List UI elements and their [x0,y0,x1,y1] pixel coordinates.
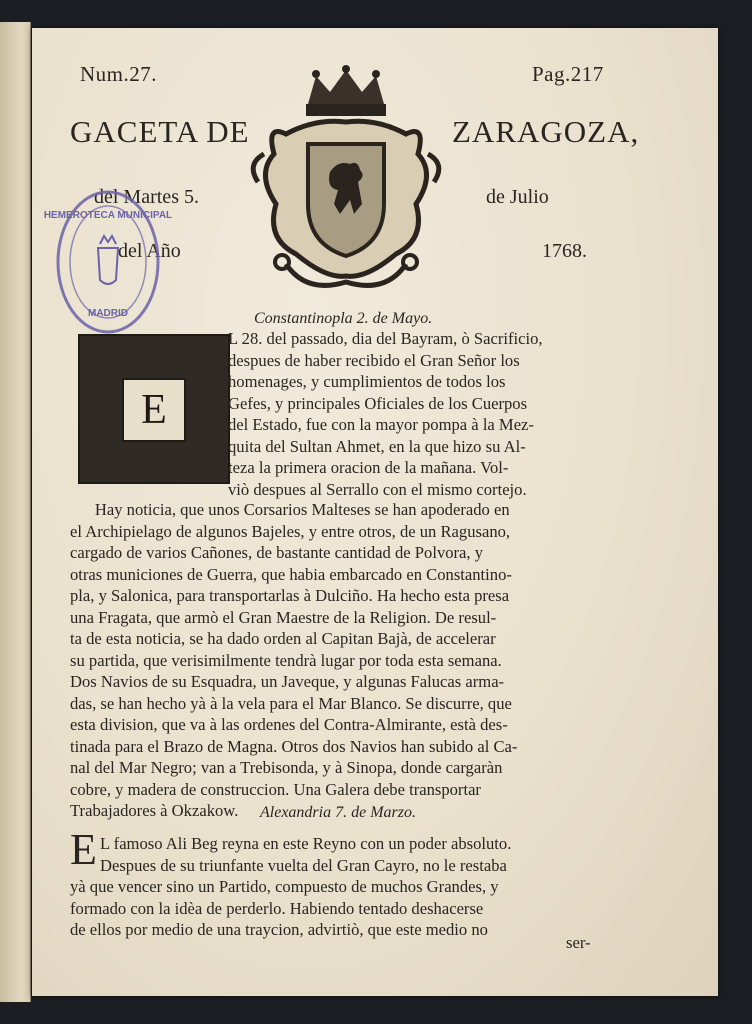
coat-of-arms-icon [246,64,446,294]
stamp-bottom-text: MADRID [88,308,128,319]
text-line: su partida, que verisimilmente tendrà lugar por toda esta semana. [70,650,502,670]
text-line: L 28. del passado, dia del Bayram, ò Sacrificio, [228,329,543,348]
text-line: cargado de varios Cañones, de bastante cantidad de Polvora, y [70,543,484,562]
previous-page-edge [0,22,31,1002]
year-value: 1768. [542,240,587,262]
text-line: yà que vencer sino un Partido, compuesto de muchos Grandes, y [70,877,499,896]
text-line: Dos Navios de su Esquadra, un Javeque, y algunas Falucas arma- [70,672,505,691]
text-line: otras municiones de Guerra, que habia embarcado en Constantino- [70,564,512,584]
text-line: de ellos por medio de una traycion, advirtiò, que este medio no [70,920,488,939]
text-line: Despues de su triunfante vuelta del Gran Cayro, no le restaba [100,855,507,875]
text-line: tinada para el Brazo de Magna. Otros dos Navios han subido al Ca- [70,736,518,756]
catchword: ser- [566,933,591,952]
text-line: Trabajadores à Okzakow. [70,801,239,820]
dropcap-letter: E [122,378,186,442]
text-line: das, se han hecho yà à la vela para el Mar Blanco. Se discurre, que [70,693,512,713]
text-line: del Estado, fue con la mayor pompa à la Mez- [228,415,534,434]
title-left: GACETA DE [70,114,250,149]
text-line: viò despues al Serrallo con el mismo cortejo. [228,479,527,499]
ornamental-initial [78,334,230,484]
paragraph-3 [70,833,511,941]
gazette-page [32,28,718,996]
text-line: teza la primera oracion de la mañana. Vol- [228,458,509,477]
text-line: pla, y Salonica, para transportarlas à Dulciño. Ha hecho esta presa [70,586,510,605]
year-label: del Año [118,240,181,262]
title-right: ZARAGOZA, [452,114,640,149]
text-line: una Fragata, que armò el Gran Maestre de la Religion. De resul- [70,607,497,627]
text-line: despues de haber recibido el Gran Señor los [228,350,520,370]
text-line: formado con la idèa de perderlo. Habiendo tentado deshacerse [70,898,484,918]
paragraph-2 [70,499,517,822]
text-line: esta division, que va à las ordenes del Contra-Almirante, està des- [70,715,508,734]
initial-letter: E [70,825,97,874]
dateline-alexandria: Alexandria 7. de Marzo. [260,804,416,821]
date-month: de Julio [486,186,549,208]
date-weekday: del Martes 5. [94,186,199,208]
stamp-top-text: HEMEROTECA MUNICIPAL [43,210,173,221]
text-line: L famoso Ali Beg reyna en este Reyno con un poder absoluto. [100,834,512,853]
text-line: ta de esta noticia, se ha dado orden al Capitan Bajà, de accelerar [70,629,496,648]
text-line: nal del Mar Negro; van a Trebisonda, y à Sinopa, donde cargaràn [70,758,503,777]
page-number: Pag.217 [532,62,604,86]
issue-number: Num.27. [80,62,157,86]
text-line: quita del Sultan Ahmet, en la que hizo su Al- [228,436,526,456]
paragraph-1 [228,328,543,500]
text-line: cobre, y madera de construccion. Una Galera debe transportar [70,779,481,799]
dateline-constantinopla: Constantinopla 2. de Mayo. [254,310,433,327]
text-line: homenages, y cumplimientos de todos los [228,372,506,391]
text-line: Hay noticia, que unos Corsarios Malteses se han apoderado en [70,500,510,519]
text-line: Gefes, y principales Oficiales de los Cuerpos [228,393,528,413]
text-line: el Archipielago de algunos Bajeles, y entre otros, de un Ragusano, [70,521,511,541]
library-stamp [43,188,173,336]
